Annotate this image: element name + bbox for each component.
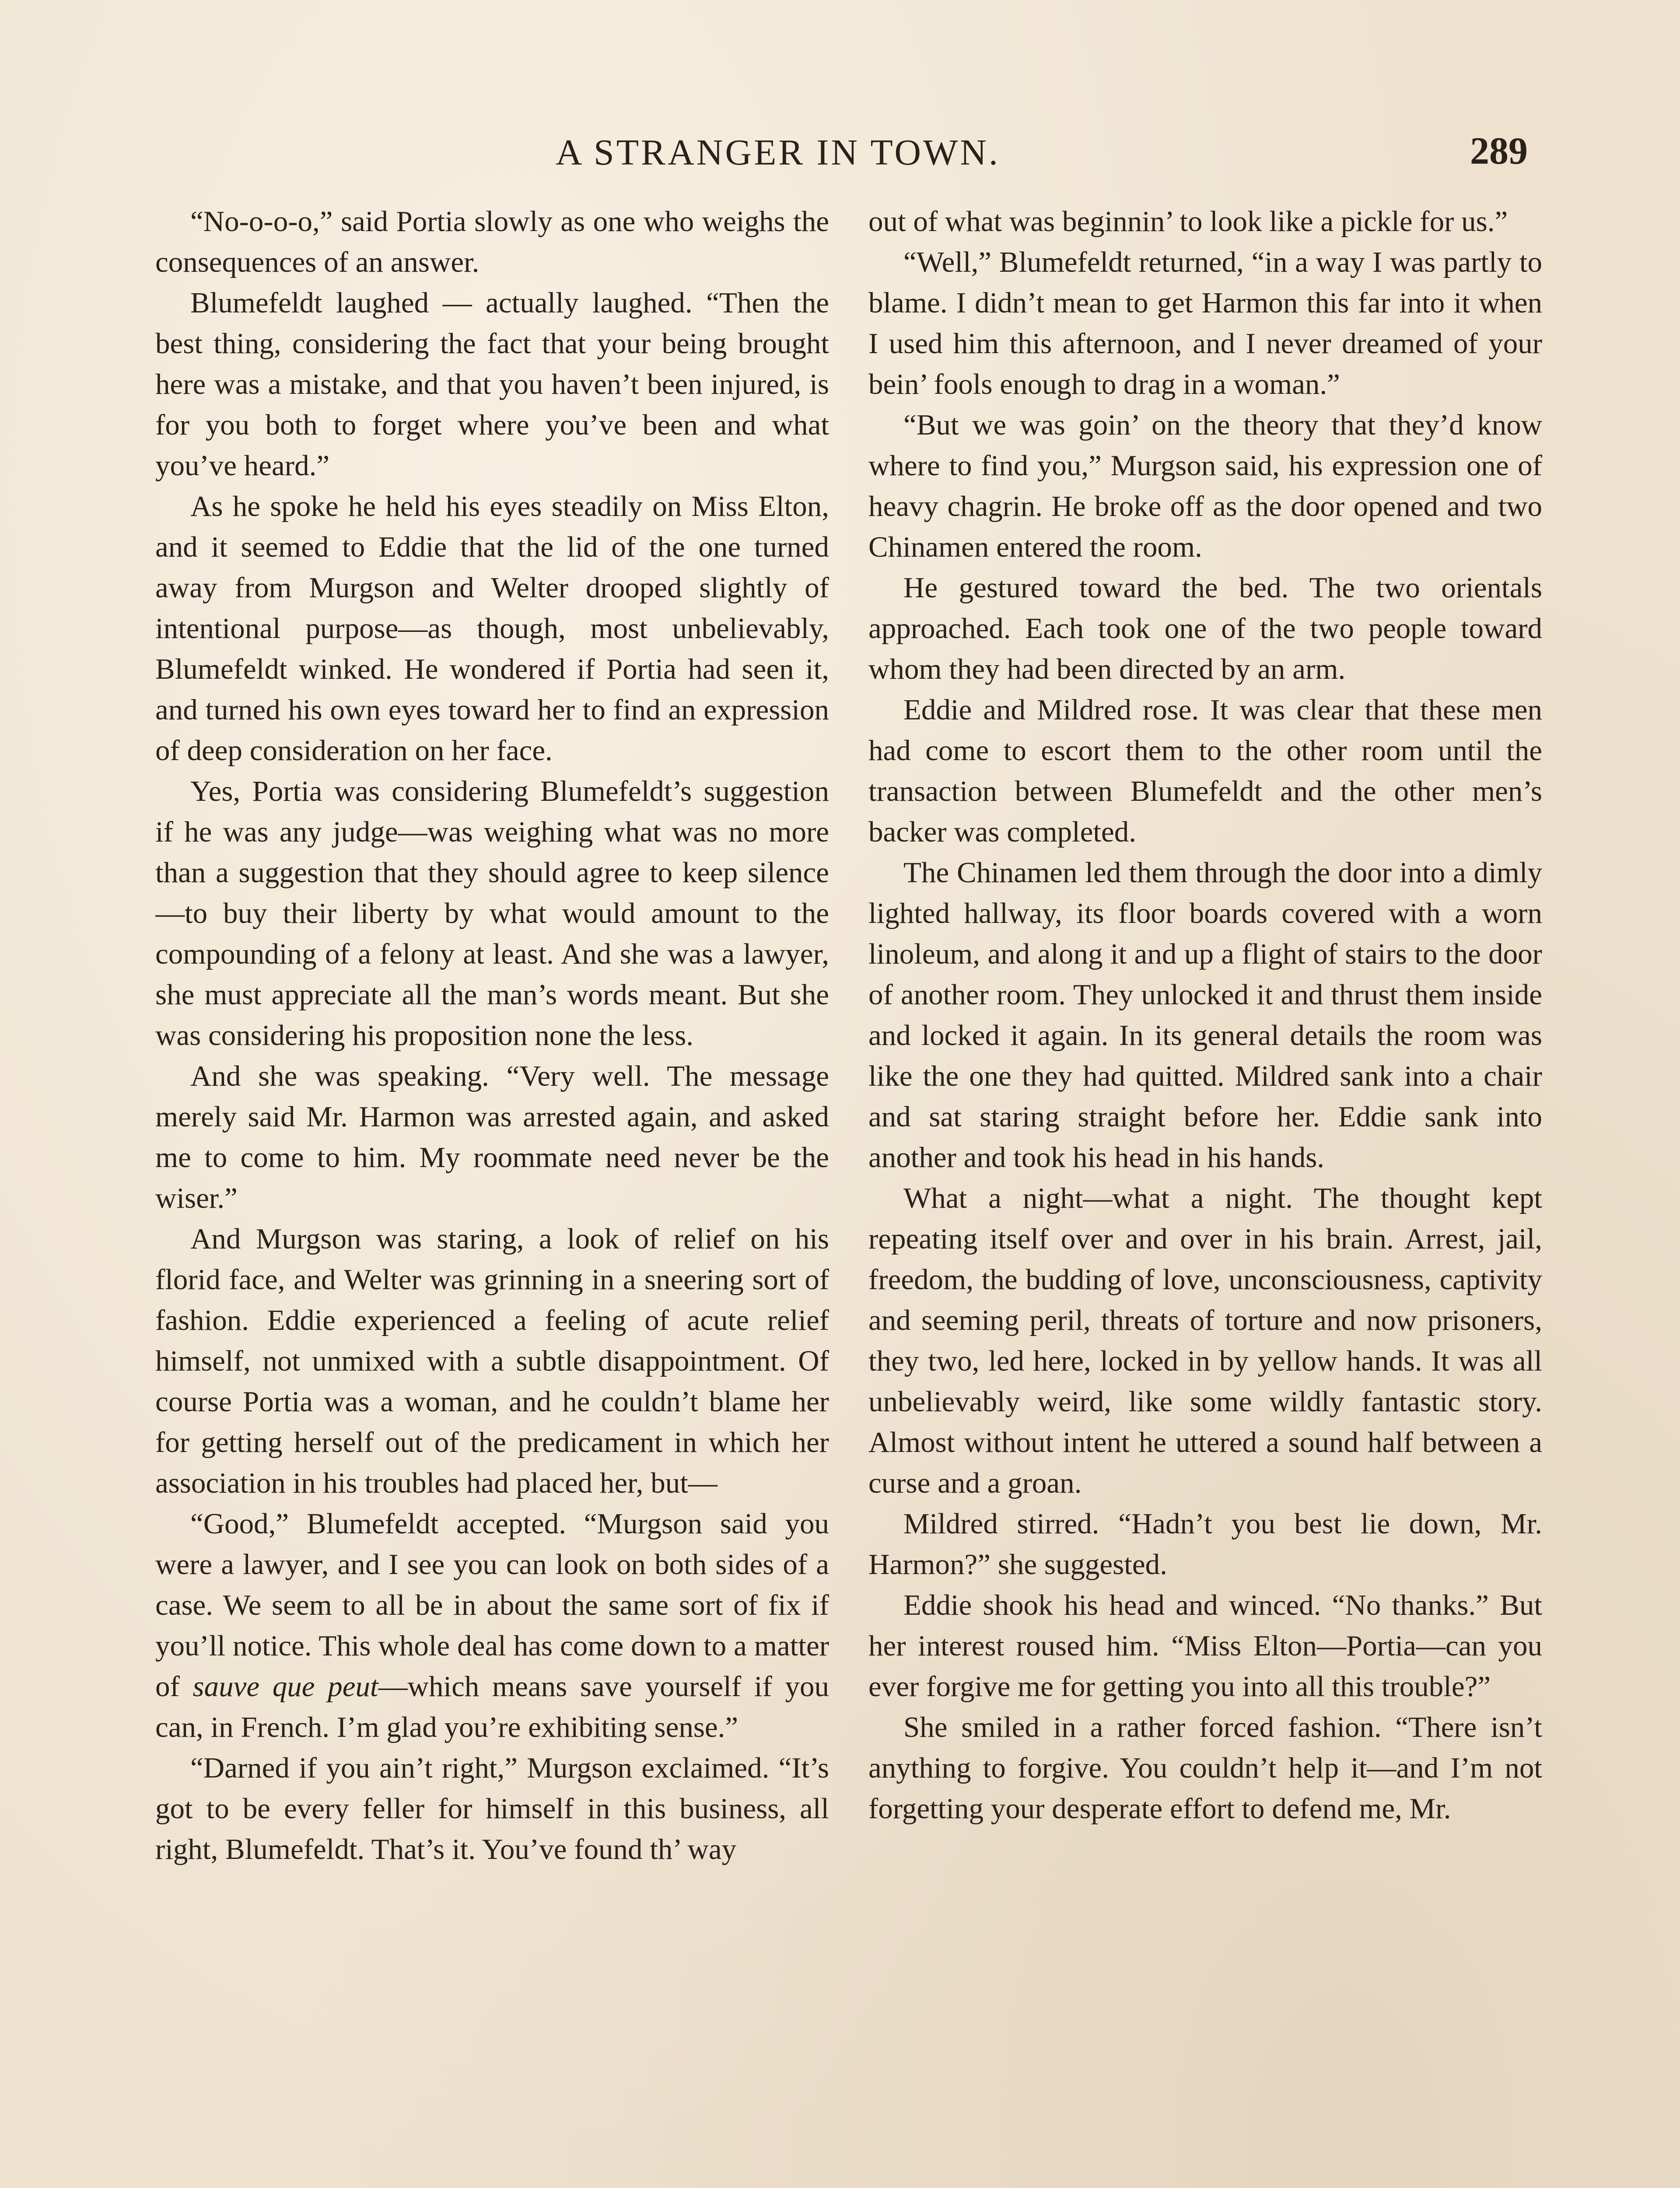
paragraph: She smiled in a rather forced fashion. “There isn’t anything to forgive. You couldn’t help it—and I’m not forgetting your desperate effort to defend me, Mr. (868, 1711, 1542, 1825)
page-number: 289 (1470, 130, 1528, 172)
running-title: A STRANGER IN TOWN. (556, 132, 1000, 173)
paragraph (155, 1504, 829, 1748)
paragraph: Blumefeldt laughed — actually laughed. “Then the best thing, considering the fact that your being brought here was a mistake, and that you haven’t been injured, is for you both to forget where you’ve been and what you’ve heard.” (155, 287, 829, 482)
right-column (868, 201, 1542, 2188)
paragraph: And Murgson was staring, a look of relief on his florid face, and Welter was grinning in a sneering sort of fashion. Eddie experienced a feeling of acute relief himself, not unmixed with a subtle disappointment. Of course Portia was a woman, and he couldn’t blame her for getting herself out of the predicament in which her association in his troubles had placed her, but— (155, 1223, 829, 1499)
paragraph: The Chinamen led them through the door into a dimly lighted hallway, its floor boards covered with a worn linoleum, and along it and up a flight of stairs to the door of another room. They unlocked it and thrust them inside and locked it again. In its general details the room was like the one they had quitted. Mildred sank into a chair and sat staring straight before her. Eddie sank into another and took his head in his hands. (868, 856, 1542, 1174)
paragraph: “Well,” Blumefeldt returned, “in a way I was partly to blame. I didn’t mean to get Harmon this far into it when I used him this afternoon, and I never dreamed of your bein’ fools enough to drag in a woman.” (868, 246, 1542, 400)
paragraph: “No-o-o-o,” said Portia slowly as one who weighs the consequences of an answer. (155, 205, 829, 278)
paragraph: Eddie and Mildred rose. It was clear that these men had come to escort them to the other room until the transaction between Blumefeldt and the other men’s backer was completed. (868, 694, 1542, 848)
italic-phrase: sauve que peut (192, 1670, 378, 1703)
paragraph: “Darned if you ain’t right,” Murgson exclaimed. “It’s got to be every feller for himself in this business, all right, Blumefeldt. That’s it. You’ve found th’ way (155, 1752, 829, 1865)
text-columns (155, 201, 1542, 2188)
left-column (155, 201, 829, 2188)
paragraph-text: “Good,” Blumefeldt accepted. “Murgson said you were a lawyer, and I see you can look on both sides of a case. We seem to all be in about the same sort of fix if you’ll notice. This whole deal has come down to a matter of (155, 1508, 829, 1703)
paragraph: And she was speaking. “Very well. The message merely said Mr. Harmon was arrested again, and asked me to come to him. My roommate need never be the wiser.” (155, 1060, 829, 1214)
paragraph: As he spoke he held his eyes steadily on Miss Elton, and it seemed to Eddie that the lid of the one turned away from Murgson and Welter drooped slightly of intentional purpose—as though, most unbelievably, Blumefeldt winked. He wondered if Portia had seen it, and turned his own eyes toward her to find an expression of deep consideration on her face. (155, 490, 829, 767)
paragraph: Eddie shook his head and winced. “No thanks.” But her interest roused him. “Miss Elton—Portia—can you ever forgive me for getting you into all this trouble?” (868, 1589, 1542, 1703)
paragraph: Mildred stirred. “Hadn’t you best lie down, Mr. Harmon?” she suggested. (868, 1508, 1542, 1581)
paragraph-continued: out of what was beginnin’ to look like a pickle for us.” (868, 205, 1508, 238)
paragraph: Yes, Portia was considering Blumefeldt’s suggestion if he was any judge—was weighing what was no more than a suggestion that they should agree to keep silence—to buy their liberty by what would amount to the compounding of a felony at least. And she was a lawyer, she must appreciate all the man’s words meant. But she was considering his proposition none the less. (155, 775, 829, 1052)
paragraph: What a night—what a night. The thought kept repeating itself over and over in his brain. Arrest, jail, freedom, the budding of love, unconsciousness, captivity and seeming peril, threats of torture and now prisoners, they two, led here, locked in by yellow hands. It was all unbelievably weird, like some wildly fantastic story. Almost without intent he uttered a sound half between a curse and a groan. (868, 1182, 1542, 1499)
paragraph: “But we was goin’ on the theory that they’d know where to find you,” Murgson said, his expression one of heavy chagrin. He broke off as the door opened and two Chinamen entered the room. (868, 409, 1542, 563)
paragraph-text: —which means save yourself if you can, in French. I’m glad you’re exhibiting sense.” (155, 1670, 829, 1743)
paragraph: He gestured toward the bed. The two orientals approached. Each took one of the two people toward whom they had been directed by an arm. (868, 572, 1542, 685)
